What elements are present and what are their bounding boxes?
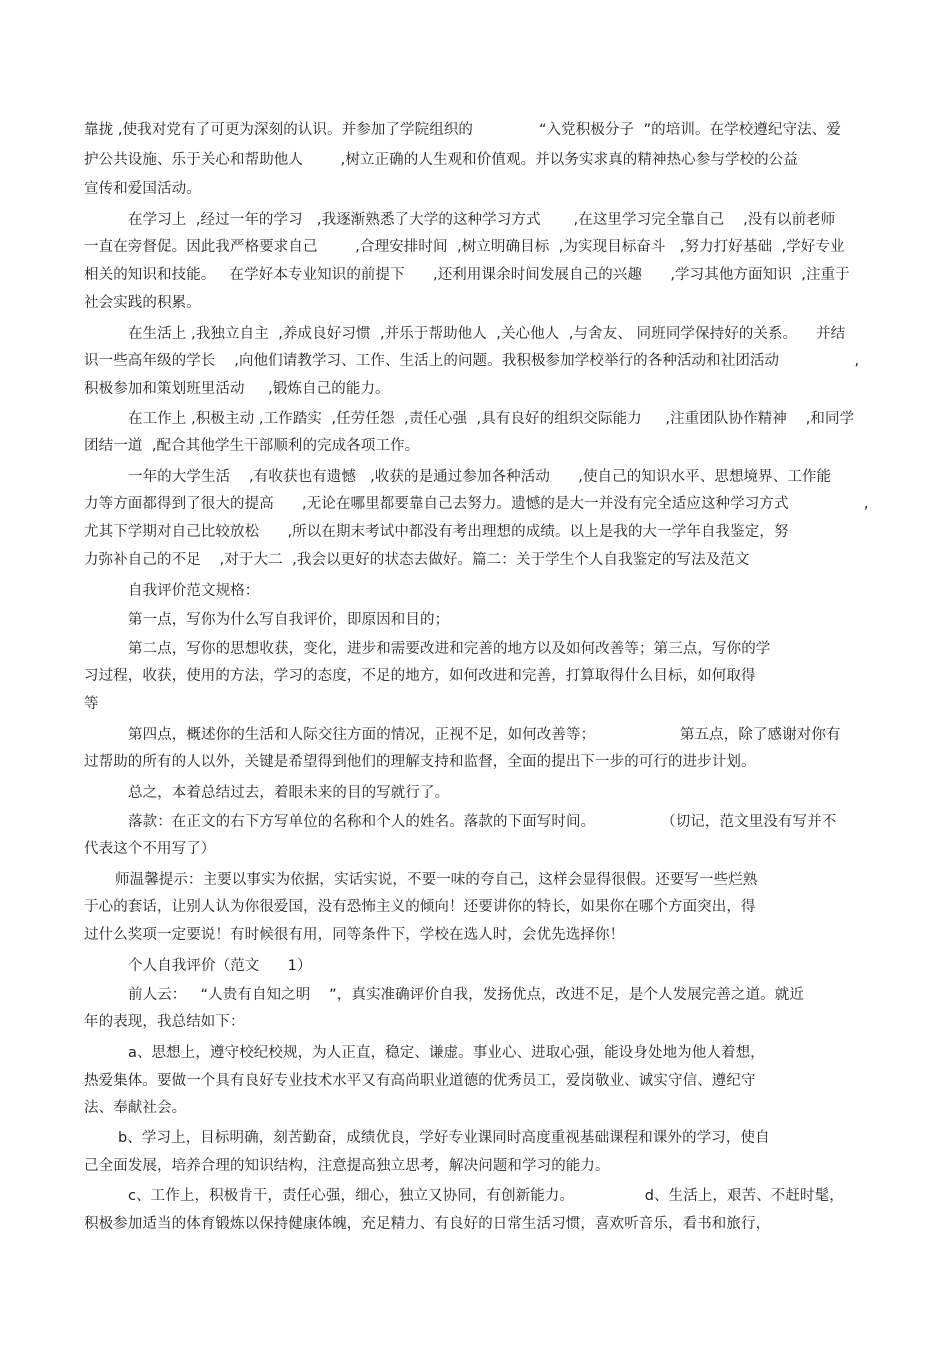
- text-line: 识一些高年级的学长 ,向他们请教学习、工作、生活上的问题。我积极参加学校举行的各种活动和社团活动 ,: [84, 353, 860, 369]
- text-line: 力弥补自己的不足 ,对于大二 ,我会以更好的状态去做好。篇二：关于学生个人自我鉴定的写法及范文: [84, 552, 750, 568]
- text-line: 一年的大学生活 ,有收获也有遗憾 ,收获的是通过参加各种活动 ,使自己的知识水平、思想境界、工作能: [128, 469, 832, 485]
- text-line: 护公共设施、乐于关心和帮助他人 ,树立正确的人生观和价值观。并以务实求真的精神热心参与学校的公益: [84, 152, 798, 168]
- text-line: 自我评价范文规格：: [128, 583, 260, 599]
- text-line: b、学习上，目标明确，刻苦勤奋，成绩优良，学好专业课同时高度重视基础课程和课外的学习，使自: [118, 1130, 770, 1146]
- text-line: 于心的套话，让别人认为你很爱国，没有恐怖主义的倾向！还要讲你的特长，如果你在哪个方面突出，得: [84, 899, 756, 915]
- text-line: 力等方面都得到了很大的提高 ,无论在哪里都要靠自己去努力。遗憾的是大一并没有完全适应这种学习方式 ,: [84, 496, 869, 512]
- text-line: 在工作上 ,积极主动 ,工作踏实 ,任劳任怨 ,责任心强 ,具有良好的组织交际能力 ,注重团队协作精神 ,和同学: [128, 411, 855, 427]
- text-line: 第四点，概述你的生活和人际交往方面的情况，正视不足，如何改善等； 第五点，除了感谢对你有: [128, 727, 841, 743]
- text-line: 积极参加适当的体育锻炼以保持健康体魄，充足精力、有良好的日常生活习惯，喜欢听音乐，看书和旅行，: [84, 1216, 771, 1232]
- text-line: 过什么奖项一定要说！有时候很有用，同等条件下，学校在选人时，会优先选择你！: [84, 927, 625, 943]
- text-line: 宣传和爱国活动。: [84, 181, 201, 197]
- text-line: 第一点，写你为什么写自我评价，即原因和目的；: [128, 612, 450, 628]
- text-line: 第二点，写你的思想收获，变化，进步和需要改进和完善的地方以及如何改善等；第三点，写你的学: [128, 641, 771, 657]
- text-line: 团结一道 ,配合其他学生干部顺利的完成各项工作。: [84, 438, 420, 454]
- text-line: 前人云： “人贵有自知之明 ”，真实准确评价自我，发扬优点，改进不足，是个人发展完善之道。就近: [128, 987, 804, 1003]
- text-line: c、工作上，积极肯干，责任心强，细心，独立又协同，有创新能力。 d、生活上，艰苦、不赶时髦，: [128, 1188, 844, 1204]
- text-line: 过帮助的所有的人以外，关键是希望得到他们的理解支持和监督，全面的提出下一步的可行的进步计划。: [84, 754, 756, 770]
- text-line: 等: [84, 696, 99, 712]
- text-line: 习过程，收获，使用的方法，学习的态度，不足的地方，如何改进和完善，打算取得什么目标，如何取得: [84, 668, 756, 684]
- text-line: 靠拢 ,使我对党有了可更为深刻的认识。并参加了学院组织的 “入党积极分子 ”的培训。在学校遵纪守法、爱: [84, 122, 841, 138]
- text-line: 己全面发展，培养合理的知识结构，注意提高独立思考，解决问题和学习的能力。: [84, 1158, 610, 1174]
- text-line: 尤其下学期对自己比较放松 ,所以在期末考试中都没有考出理想的成绩。以上是我的大一学年自我鉴定，努: [84, 524, 789, 540]
- text-line: 社会实践的积累。: [84, 295, 201, 311]
- text-line: 在生活上 ,我独立自主 ,养成良好习惯 ,并乐于帮助他人 ,关心他人 ,与舍友、 同班同学保持好的关系。 并结: [128, 326, 846, 342]
- text-line: 热爱集体。要做一个具有良好专业技术水平又有高尚职业道德的优秀员工，爱岗敬业、诚实守信、遵纪守: [84, 1073, 756, 1089]
- text-line: 师温馨提示：主要以事实为依据，实话实说，不要一味的夸自己，这样会显得很假。还要写一些烂熟: [115, 872, 758, 888]
- text-line: 一直在旁督促。因此我严格要求自己 ,合理安排时间 ,树立明确目标 ,为实现目标奋斗 ,努力打好基础 ,学好专业: [84, 239, 845, 255]
- text-line: 年的表现，我总结如下：: [84, 1014, 245, 1030]
- text-line: 代表这个不用写了）: [84, 841, 216, 857]
- text-line: 相关的知识和技能。 在学好本专业知识的前提下 ,还利用课余时间发展自己的兴趣 ,学习其他方面知识 ,注重于: [84, 267, 850, 283]
- text-line: 积极参加和策划班里活动 ,锻炼自己的能力。: [84, 381, 390, 397]
- text-line: 总之，本着总结过去，着眼未来的目的写就行了。: [128, 785, 450, 801]
- text-line: 法、奉献社会。: [84, 1100, 187, 1116]
- text-line: 落款：在正文的右下方写单位的名称和个人的姓名。落款的下面写时间。 （切记，范文里没有写并不: [128, 814, 837, 830]
- text-line: 在学习上 ,经过一年的学习 ,我逐渐熟悉了大学的这种学习方式 ,在这里学习完全靠自己 ,没有以前老师: [128, 212, 836, 228]
- text-line: a、思想上，遵守校纪校规，为人正直，稳定、谦虚。事业心、进取心强，能设身处地为他人着想，: [128, 1045, 765, 1061]
- text-line: 个人自我评价（范文 1）: [128, 958, 312, 974]
